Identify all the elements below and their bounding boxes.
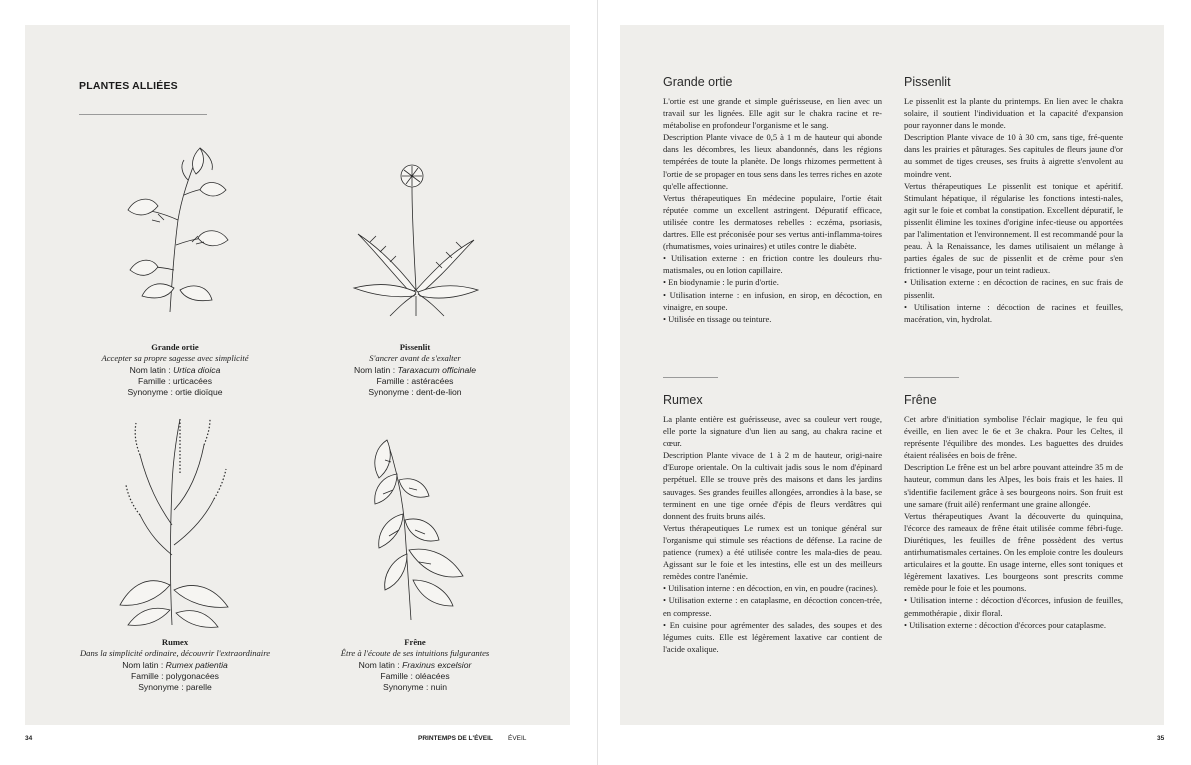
plant-caption	[315, 637, 515, 693]
ash-branch-illustration	[335, 430, 485, 625]
article-paragraph: • Utilisation interne : en infusion, en sirop, en décoction, en vinaigre, en soupe.	[663, 289, 882, 312]
article-frene	[904, 393, 1123, 631]
article-paragraph: Vertus thérapeutiques Le rumex est un tonique général sur l'organisme qui stimule ses réactions de défense. La racine de patience (rumex) a été utilisée contre les mala-dies de peau. Agissant sur le foie et les intestins, elle est un des meilleurs remèdes contre l'anémie.	[663, 522, 882, 582]
plant-latin-name	[75, 365, 275, 376]
plant-latin-name	[315, 660, 515, 671]
article-paragraph: Description Plante vivace de 0,5 à 1 m de hauteur qui abonde dans les décombres, les lieux abandonnés, dans les régions tempérées de toute la planète. De longs rhizomes permettent à l'ortie de se propager en tous sens dans les terres riches en azote qu'elle affectionne.	[663, 132, 882, 191]
article-paragraph: • Utilisation interne : en décoction, en vin, en poudre (racines).	[663, 583, 878, 594]
article-paragraph: L'ortie est une grande et simple guérisseuse, en lien avec un travail sur les lignées. Elle agit sur le chakra racine et re-métabolise en profondeur l'organisme et le sang.	[663, 96, 882, 131]
article-rumex	[663, 393, 882, 655]
latin-value: Rumex patientia	[165, 659, 228, 670]
article-paragraph: Description Plante vivace de 1 à 2 m de hauteur, origi-naire d'Europe orientale. On la cultivait jadis sous le nom d'épinard perpétuel. Elle se trouve près des maisons et dans les jardins sauvages. Ses grandes feuilles allongées, arrondies à la base, se terminent en une tige ornée d'épis de fleurs verdâtres qui donnent des fruits bruns ailés.	[663, 450, 882, 521]
latin-value: Taraxacum officinale	[397, 364, 476, 375]
dock-illustration	[100, 415, 250, 630]
plant-family: Famille : astéracées	[376, 375, 454, 386]
plant-synonym: Synonyme : ortie dioïque	[127, 387, 223, 398]
plant-family: Famille : polygonacées	[131, 670, 219, 681]
plant-synonym: Synonyme : dent-de-lion	[368, 387, 462, 398]
section-title: PLANTES ALLIÉES	[79, 80, 178, 92]
latin-label: Nom latin :	[122, 659, 166, 670]
plant-latin-name	[75, 660, 275, 671]
plant-synonym: Synonyme : parelle	[138, 682, 212, 693]
plant-name: Frêne	[404, 637, 426, 647]
running-title: PRINTEMPS DE L'ÉVEIL	[418, 735, 493, 742]
article-paragraph: • Utilisation externe : décoction d'écorces pour cataplasme.	[904, 619, 1106, 630]
article-paragraph: Vertus thérapeutiques Avant la découverte du quinquina, l'écorce des rameaux de frêne était utilisée comme fébri-fuge. Diurétiques, les feuilles de frêne possèdent des vertus antirhumatismales certaines. On les emploie contre les douleurs articulaires et la goutte. En usage interne, elles sont toniques et légèrement laxatives. Les bourgeons sont prescrits comme remède pour le foie et les poumons.	[904, 510, 1123, 594]
latin-value: Urtica dioica	[173, 364, 221, 375]
article-title: Pissenlit	[904, 75, 951, 89]
article-title: Grande ortie	[663, 75, 733, 89]
article-paragraph: Cet arbre d'initiation symbolise l'éclair magique, le feu qui éveille, en lien avec le 6e et 3e chakra. Pour les Celtes, il représente l'équilibre des mondes. Les baguettes des druides étaient réalisées en bois de frêne.	[904, 414, 1123, 461]
article-paragraph: Vertus thérapeutiques En médecine populaire, l'ortie était réputée comme un excellent astringent. Dépuratif efficace, utilisée contre les dermatoses rebelles : eczéma, psoriasis, dartres. Elle est préconisée pour ses vertus anti-inflamma-toires (rhumatismes, voies urinaires) et utiles contre le diabète.	[663, 192, 882, 252]
article-paragraph: Description Le frêne est un bel arbre pouvant atteindre 35 m de hauteur, commun dans les Alpes, les bois frais et les haies. Il s'identifie facilement grâce à ses bourgeons noirs. Son fruit est une samare (fruit ailé) renfermant une graine allongée.	[904, 462, 1123, 509]
article-paragraph: • En biodynamie : le purin d'ortie.	[663, 277, 779, 288]
article-pissenlit	[904, 75, 1123, 325]
latin-label: Nom latin :	[354, 364, 398, 375]
article-title: Frêne	[904, 393, 937, 407]
plant-caption	[75, 342, 275, 398]
dandelion-illustration	[340, 160, 490, 320]
latin-label: Nom latin :	[358, 659, 403, 670]
article-paragraph: • Utilisation externe : en cataplasme, en décoction concen-trée, en compresse.	[663, 595, 882, 618]
article-paragraph: La plante entière est guérisseuse, avec sa couleur vert rouge, elle porte la signature d'un lien au sang, au chakra racine et cœur.	[663, 414, 882, 449]
plant-caption	[315, 342, 515, 398]
article-paragraph: • Utilisation externe : en décoction de racines, en suc frais de pissenlit.	[904, 277, 1123, 300]
plant-name: Grande ortie	[151, 342, 199, 352]
plant-caption	[75, 637, 275, 693]
article-grande-ortie	[663, 75, 882, 325]
article-paragraph: • Utilisation interne : décoction de racines et feuilles, macération, vin, hydrolat.	[904, 301, 1123, 324]
latin-value: Fraxinus excelsior	[402, 659, 472, 670]
running-section: ÉVEIL	[508, 735, 527, 742]
plant-motto: Être à l'écoute de ses intuitions fulgurantes	[340, 648, 490, 659]
article-rule	[904, 377, 959, 378]
plant-synonym: Synonyme : nuin	[382, 682, 447, 693]
latin-label: Nom latin :	[129, 364, 174, 375]
plant-motto: S'ancrer avant de s'exalter	[369, 353, 461, 364]
plant-latin-name	[315, 365, 515, 376]
article-paragraph: Vertus thérapeutiques Le pissenlit est tonique et apéritif. Stimulant hépatique, il régularise les fonctions intesti-nales, agit sur le foie et combat la constipation. Excellent dépuratif, le pissenlit élimine les toxines d'origine infec-tieuse ou apportées par l'alimentation et l'environnement. Il est recommandé pour la peau. À la Renaissance, les dames utilisaient un mélange à parties égales de suc de pissenlit et de crème pour s'en frictionner le visage, pour un teint radieux.	[904, 180, 1123, 276]
article-title: Rumex	[663, 393, 703, 407]
article-paragraph: • Utilisée en tissage ou teinture.	[663, 313, 772, 324]
plant-name: Pissenlit	[399, 342, 431, 352]
plant-name: Rumex	[161, 637, 189, 647]
article-paragraph: • Utilisation interne : décoction d'écorces, infusion de feuilles, gemmothérapie , dixir floral.	[904, 595, 1123, 618]
article-paragraph: Le pissenlit est la plante du printemps. En lien avec le chakra solaire, il soutient l'individuation et la capacité d'expansion pour rayonner dans le monde.	[904, 96, 1123, 131]
page-number-right: 35	[1157, 735, 1165, 742]
plant-family: Famille : oléacées	[380, 670, 450, 681]
article-rule	[663, 377, 718, 378]
plant-motto: Dans la simplicité ordinaire, découvrir l'extraordinaire	[79, 648, 271, 659]
plant-family: Famille : urticacées	[137, 375, 213, 386]
nettle-illustration	[100, 140, 250, 315]
article-paragraph: Description Plante vivace de 10 à 30 cm, sans tige, fré-quente dans les prairies et pâturages. Ses capitules de fleurs jaune d'or au sommet de tiges creuses, ses fruits à aigrette s'envolent au moindre vent.	[904, 132, 1123, 179]
page-number-left: 34	[25, 735, 33, 742]
article-paragraph: • Utilisation externe : en friction contre les douleurs rhu-matismales, ou en lotion capillaire.	[663, 253, 882, 276]
plant-motto: Accepter sa propre sagesse avec simplicité	[101, 353, 249, 364]
page-gutter	[597, 0, 598, 765]
section-rule	[79, 114, 207, 115]
article-paragraph: • En cuisine pour agrémenter des salades, des soupes et des légumes cuits. Elle est légèrement laxative car contient de l'acide oxalique.	[663, 619, 882, 654]
